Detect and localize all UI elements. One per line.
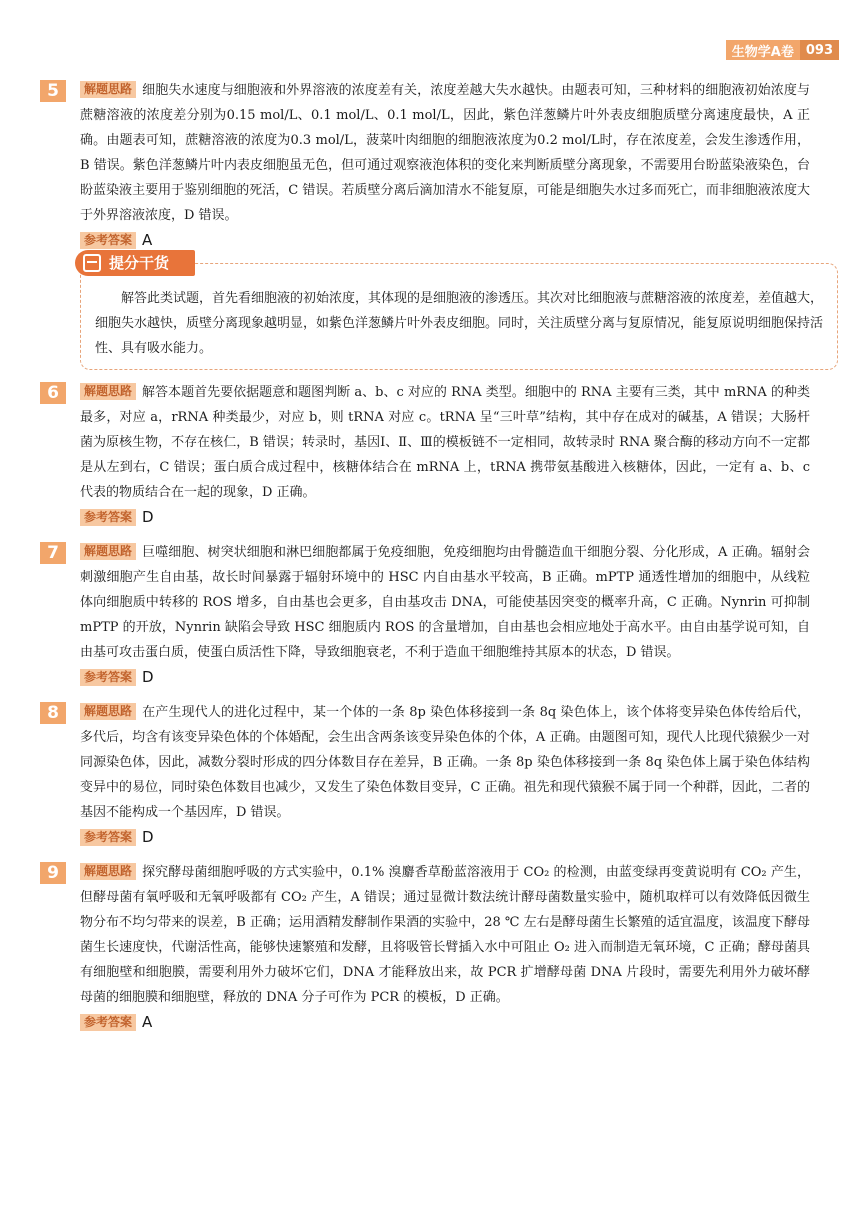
analysis-tag: 解题思路 — [80, 383, 136, 400]
question-number: 5 — [40, 80, 66, 102]
analysis-tag: 解题思路 — [80, 863, 136, 880]
tip-box — [80, 253, 838, 370]
answer-content — [40, 78, 824, 1045]
question-number: 6 — [40, 382, 66, 404]
question-block-9 — [40, 860, 810, 1035]
answer-line — [80, 505, 810, 530]
analysis-text: 探究酵母菌细胞呼吸的方式实验中，0.1% 溴麝香草酚蓝溶液用于 CO₂ 的检测，由蓝变绿再变黄说明有 CO₂ 产生，但酵母菌有氧呼吸和无氧呼吸都有 CO₂ 产生，A 错误；通过显微计数法统计酵母菌数量实验中，随机取样可以有效降低因微生物分布不均匀带来的误差，B 正确；运用酒精发酵制作果酒的实验中，28 ℃ 左右是酵母菌生长繁殖的适宜温度，该温度下酵母菌生长速度快，代谢活性高，能够快速繁殖和发酵，且将吸管长臂插入水中可阻止 O₂ 进入而制造无氧环境，C 正确；酵母菌具有细胞壁和细胞膜，需要利用外力破坏它们，DNA 才能释放出来，故 PCR 扩增酵母菌 DNA 片段时，需要先利用外力破坏酵母菌的细胞膜和细胞壁，释放的 DNA 分子可作为 PCR 的模板，D 正确。 — [80, 865, 810, 1005]
page-number: 093 — [800, 40, 839, 60]
answer-line — [80, 825, 810, 850]
tip-text: 解答此类试题，首先看细胞液的初始浓度，其体现的是细胞液的渗透压。其次对比细胞液与蔗糖溶液的浓度差，差值越大，细胞失水越快，质壁分离现象越明显，如紫色洋葱鳞片叶外表皮细胞。同时，关注质壁分离与复原情况，能复原说明细胞保持活性、具有吸水能力。 — [95, 291, 824, 356]
question-body — [80, 700, 810, 850]
question-block-8 — [40, 700, 810, 850]
answer-value: D — [142, 828, 154, 846]
analysis-tag: 解题思路 — [80, 703, 136, 720]
answer-tag: 参考答案 — [80, 232, 136, 249]
analysis-text: 巨噬细胞、树突状细胞和淋巴细胞都属于免疫细胞，免疫细胞均由骨髓造血干细胞分裂、分化形成，A 正确。辐射会刺激细胞产生自由基，故长时间暴露于辐射环境中的 HSC 内自由基水平较高，B 正确。mPTP 通透性增加的细胞中，从线粒体向细胞质中转移的 ROS 增多，自由基也会更多，自由基攻击 DNA，可能使基因突变的概率升高，C 正确。Nynrin 可抑制 mPTP 的开放，Nynrin 缺陷会导致 HSC 细胞质内 ROS 的含量增加，自由基也会相应地处于高水平。由自由基学说可知，自由基可攻击蛋白质，使蛋白质活性下降，导致细胞衰老，不利于造血干细胞维持其原本的状态，D 错误。 — [80, 545, 810, 660]
answer-line — [80, 665, 810, 690]
question-block-7 — [40, 540, 810, 690]
question-number: 8 — [40, 702, 66, 724]
tip-title — [75, 250, 195, 276]
question-body — [80, 860, 810, 1035]
page-header-tab — [726, 40, 839, 60]
answer-value: D — [142, 668, 154, 686]
analysis-text: 在产生现代人的进化过程中，某一个体的一条 8p 染色体移接到一条 8q 染色体上，该个体将变异染色体传给后代，多代后，均含有该变异染色体的个体婚配，会生出含两条该变异染色体的个体，A 正确。由题图可知，现代人比现代猿猴少一对同源染色体，因此，减数分裂时形成的四分体数目存在差异，B 正确。一条 8p 染色体移接到一条 8q 染色体上属于染色体结构变异中的易位，同时染色体数目也减少，又发生了染色体数目变异，C 正确。祖先和现代猿猴不属于同一个种群，因此，二者的基因不能构成一个基因库，D 错误。 — [80, 705, 810, 820]
question-body — [80, 540, 810, 690]
answer-line — [80, 1010, 810, 1035]
question-body — [80, 78, 810, 253]
question-block-5 — [40, 78, 810, 253]
answer-tag: 参考答案 — [80, 1014, 136, 1031]
analysis-tag: 解题思路 — [80, 81, 136, 98]
answer-value: A — [142, 231, 153, 249]
question-number: 7 — [40, 542, 66, 564]
answer-value: D — [142, 508, 154, 526]
subject-label: 生物学A卷 — [726, 40, 800, 60]
analysis-tag: 解题思路 — [80, 543, 136, 560]
answer-tag: 参考答案 — [80, 829, 136, 846]
question-block-6 — [40, 380, 810, 530]
tip-title-text: 提分干货 — [109, 253, 170, 272]
question-number: 9 — [40, 862, 66, 884]
question-body — [80, 380, 810, 530]
notebook-icon — [83, 254, 101, 272]
analysis-text: 细胞失水速度与细胞液和外界溶液的浓度差有关，浓度差越大失水越快。由题表可知，三种材料的细胞液初始浓度与蔗糖溶液的浓度差分别为0.15 mol/L、0.1 mol/L、0.1 mol/L，因此，紫色洋葱鳞片叶外表皮细胞质壁分离速度最快，A 正确。由题表可知，蔗糖溶液的浓度为0.3 mol/L，菠菜叶肉细胞的细胞液浓度为0.2 mol/L时，存在浓度差，会发生渗透作用，B 错误。紫色洋葱鳞片叶内表皮细胞虽无色，但可通过观察液泡体积的变化来判断质壁分离现象，不需要用台盼蓝染液染色，台盼蓝染液主要用于鉴别细胞的死活，C 错误。若质壁分离后滴加清水不能复原，可能是细胞失水过多而死亡，而非细胞液浓度大于外界溶液浓度，D 错误。 — [80, 83, 810, 223]
answer-tag: 参考答案 — [80, 669, 136, 686]
answer-value: A — [142, 1013, 153, 1031]
analysis-text: 解答本题首先要依据题意和题图判断 a、b、c 对应的 RNA 类型。细胞中的 RNA 主要有三类，其中 mRNA 的种类最多，对应 a，rRNA 种类最少，对应 b，则 tRNA 对应 c。tRNA 呈“三叶草”结构，其中存在成对的碱基，A 错误；大肠杆菌为原核生物，不存在核仁，B 错误；转录时，基因Ⅰ、Ⅱ、Ⅲ的模板链不一定相同，故转录时 RNA 聚合酶的移动方向不一定都是从左到右，C 错误；蛋白质合成过程中，核糖体结合在 mRNA 上，tRNA 携带氨基酸进入核糖体，因此，一定有 a、b、c 代表的物质结合在一起的现象，D 正确。 — [80, 385, 810, 500]
answer-tag: 参考答案 — [80, 509, 136, 526]
